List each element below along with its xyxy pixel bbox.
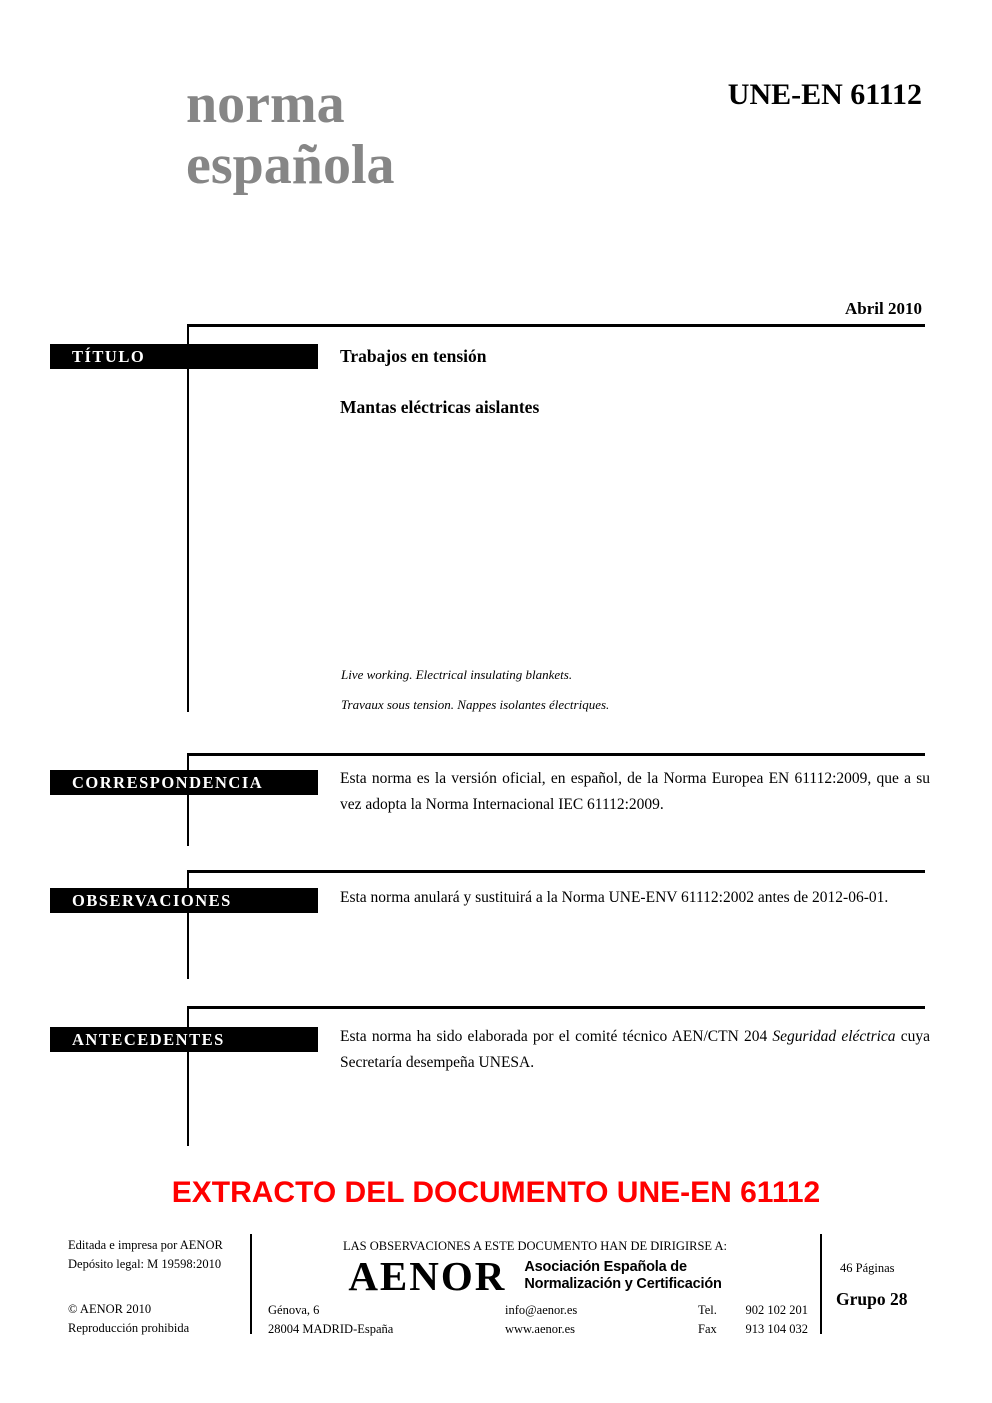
footer-phone-block (698, 1301, 808, 1339)
footer-contact-block (505, 1301, 577, 1339)
brand-line-2: española (186, 134, 395, 196)
observaciones-top-rule (187, 870, 925, 873)
observaciones-vertical-line (187, 870, 189, 979)
publication-date: Abril 2010 (845, 299, 922, 318)
correspondencia-label: CORRESPONDENCIA (50, 770, 318, 795)
aenor-subtitle-line-2: Normalización y Certificación (524, 1276, 722, 1292)
antecedentes-label: ANTECEDENTES (50, 1027, 318, 1052)
group-number: Grupo 28 (836, 1289, 908, 1309)
email-address: info@aenor.es (505, 1303, 578, 1317)
fax-label: Fax (698, 1322, 717, 1336)
aenor-logo-wordmark: AENOR (348, 1253, 507, 1299)
aenor-subtitle-line-1: Asociación Española de (524, 1259, 687, 1275)
observaciones-text: Esta norma anulará y sustituirá a la Norma UNE-ENV 61112:2002 antes de 2012-06-01. (340, 889, 889, 906)
aenor-logo (252, 1253, 818, 1299)
title-line-1: Trabajos en tensión (340, 346, 487, 366)
telephone-label: Tel. (698, 1303, 717, 1317)
copyright-line-2: Reproducción prohibida (68, 1321, 190, 1335)
publisher-line-2: Depósito legal: M 19598:2010 (68, 1257, 222, 1271)
page-count: 46 Páginas (840, 1261, 895, 1275)
telephone-number: 902 102 201 (745, 1303, 808, 1317)
norma-espanola-logo (186, 74, 395, 196)
address-line-1: Génova, 6 (268, 1303, 320, 1317)
copyright-line-1: © AENOR 2010 (68, 1302, 152, 1316)
publisher-line-1: Editada e impresa por AENOR (68, 1238, 223, 1252)
antecedentes-text-after: cuya Secretaría desempeña UNESA. (340, 1028, 930, 1071)
footer-right-divider (820, 1234, 822, 1334)
antecedentes-text-before: Esta norma ha sido elaborada por el comité técnico AEN/CTN 204 (340, 1028, 773, 1045)
fax-row (698, 1320, 808, 1339)
titulo-label: TÍTULO (50, 344, 318, 369)
title-translation-french: Travaux sous tension. Nappes isolantes électriques. (341, 697, 610, 712)
address-line-2: 28004 MADRID-España (268, 1322, 394, 1336)
fax-number: 913 104 032 (745, 1322, 808, 1336)
aenor-logo-subtitle (524, 1259, 721, 1293)
titulo-top-rule (187, 324, 925, 327)
antecedentes-text (340, 1024, 930, 1076)
extract-notice: EXTRACTO DEL DOCUMENTO UNE-EN 61112 (171, 1176, 821, 1209)
observaciones-label: OBSERVACIONES (50, 888, 318, 913)
antecedentes-top-rule (187, 1006, 925, 1009)
telephone-row (698, 1301, 808, 1320)
correspondencia-top-rule (187, 753, 925, 756)
document-code: UNE-EN 61112 (727, 78, 922, 111)
footer-address-block (268, 1301, 393, 1339)
brand-line-1: norma (186, 73, 345, 135)
footer-publisher-block (68, 1236, 223, 1274)
footer-observations-notice: LAS OBSERVACIONES A ESTE DOCUMENTO HAN DE DIRIGIRSE A: (343, 1239, 727, 1253)
website-address: www.aenor.es (505, 1322, 576, 1336)
footer-copyright-block (68, 1300, 189, 1338)
antecedentes-text-italic: Seguridad eléctrica (772, 1028, 896, 1045)
title-line-2: Mantas eléctricas aislantes (340, 397, 540, 417)
correspondencia-text: Esta norma es la versión oficial, en español, de la Norma Europea EN 61112:2009, que a su vez adopta la Norma Internacional IEC 61112:2009. (340, 770, 930, 813)
titulo-vertical-line (187, 324, 189, 712)
correspondencia-vertical-line (187, 753, 189, 846)
title-translation-english: Live working. Electrical insulating blankets. (341, 667, 573, 682)
